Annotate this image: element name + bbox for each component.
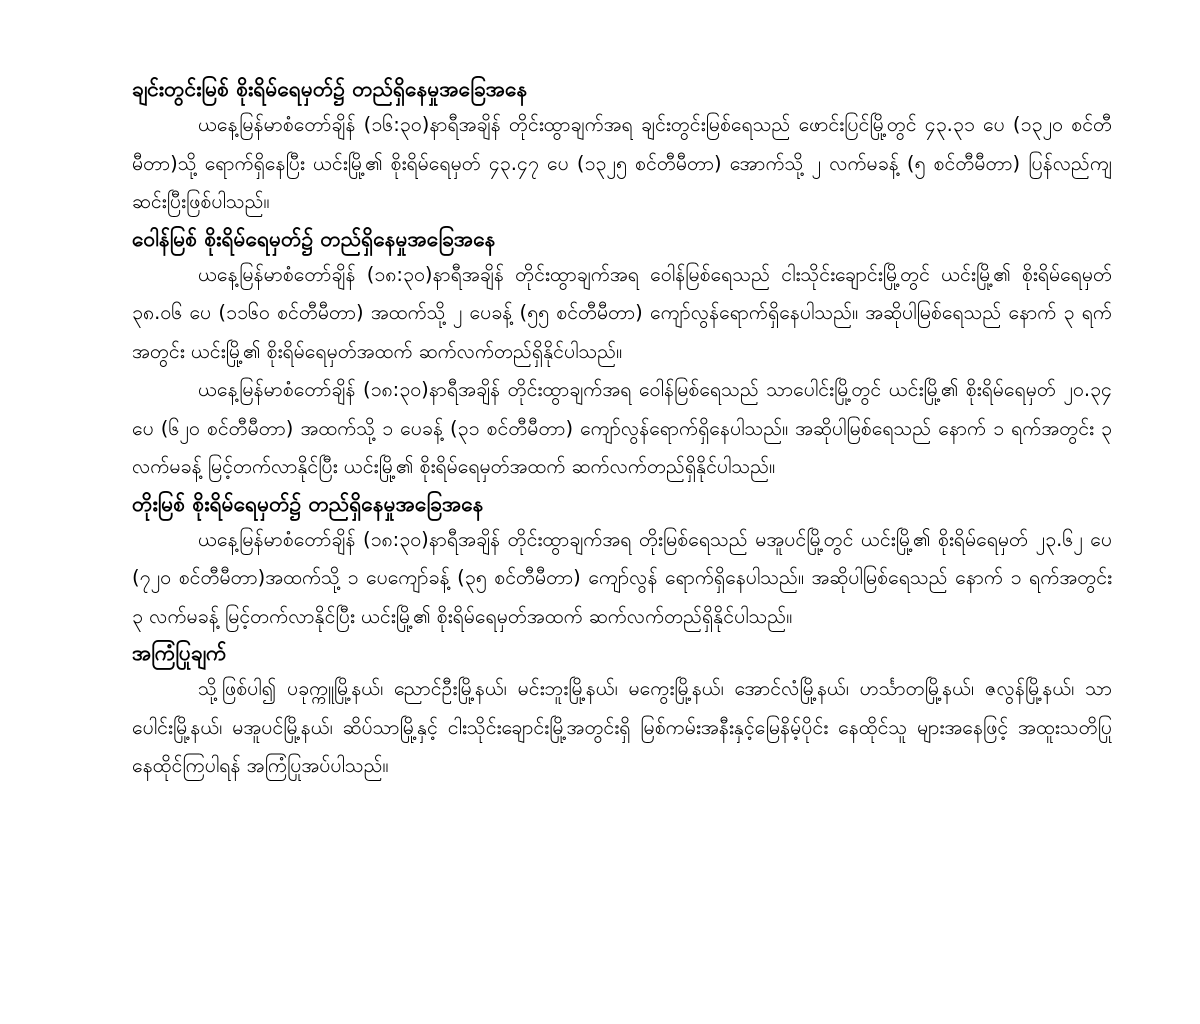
section-chindwin [132,72,1112,222]
section-paragraph: ယနေ့မြန်မာစံတော်ချိန် (၁၈:၃၀)နာရီအချိန် တိုင်းထွာချက်အရ တိုးမြစ်ရေသည် မအူပင်မြို့တွင် ယင်းမြို့၏ စိုးရိမ်ရေမှတ် ၂၃.၆၂ ပေ (၇၂၀ စင်တီမီတာ)အထက်သို့ ၁ ပေကျော်ခန့် (၃၅ စင်တီမီတာ) ကျော်လွန် ရောက်ရှိနေပါသည်။ အဆိုပါမြစ်ရေသည် နောက် ၁ ရက်အတွင်း ၃ လက်မခန့် မြင့်တက်လာနိုင်ပြီး ယင်းမြို့၏ စိုးရိမ်ရေမှတ်အထက် ဆက်လက်တည်ရှိနိုင်ပါသည်။ [132,527,1112,628]
section-advice [132,636,1112,786]
document-page [132,72,1112,786]
section-heading: ချင်းတွင်းမြစ် စိုးရိမ်ရေမှတ်၌ တည်ရှိနေမှုအခြေအနေ [132,77,528,101]
section-heading: အကြံပြုချက် [132,641,227,665]
section-heading: ဝေါန်မြစ် စိုးရိမ်ရေမှတ်၌ တည်ရှိနေမှုအခြေအနေ [132,226,496,251]
section-paragraph: ယနေ့မြန်မာစံတော်ချိန် (၁၈:၃၀)နာရီအချိန် တိုင်းထွာချက်အရ ဝေါန်မြစ်ရေသည် ငါးသိုင်းချောင်းမြို့တွင် ယင်းမြို့၏ စိုးရိမ်ရေမှတ် ၃၈.၀၆ ပေ (၁၁၆၀ စင်တီမီတာ) အထက်သို့ ၂ ပေခန့် (၅၅ စင်တီမီတာ) ကျော်လွန်ရောက်ရှိနေပါသည်။ အဆိုပါမြစ်ရေသည် နောက် ၃ ရက်အတွင်း ယင်းမြို့၏ စိုးရိမ်ရေမှတ်အထက် ဆက်လက်တည်ရှိနိုင်ပါသည်။ [132,262,1112,363]
section-heading: တိုးမြစ် စိုးရိမ်ရေမှတ်၌ တည်ရှိနေမှုအခြေအနေ [132,491,484,516]
section-paragraph: ယနေ့မြန်မာစံတော်ချိန် (၁၆:၃၀)နာရီအချိန် တိုင်းထွာချက်အရ ချင်းတွင်းမြစ်ရေသည် ဖောင်းပြင်မြို့တွင် ၄၃.၃၁ ပေ (၁၃၂၀ စင်တီမီတာ)သို့ ရောက်ရှိနေပြီး ယင်းမြို့၏ စိုးရိမ်ရေမှတ် ၄၃.၄၇ ပေ (၁၃၂၅ စင်တီမီတာ) အောက်သို့ ၂ လက်မခန့် (၅ စင်တီမီတာ) ပြန်လည်ကျဆင်းပြီးဖြစ်ပါသည်။ [132,113,1112,213]
section-toe [132,487,1112,637]
section-paragraph: ယနေ့မြန်မာစံတော်ချိန် (၁၈:၃၀)နာရီအချိန် တိုင်းထွာချက်အရ ဝေါန်မြစ်ရေသည် သာပေါင်းမြို့တွင် ယင်းမြို့၏ စိုးရိမ်ရေမှတ် ၂၀.၃၄ ပေ (၆၂၀ စင်တီမီတာ) အထက်သို့ ၁ ပေခန့် (၃၁ စင်တီမီတာ) ကျော်လွန်ရောက်ရှိနေပါသည်။ အဆိုပါမြစ်ရေသည် နောက် ၁ ရက်အတွင်း ၃ လက်မခန့် မြင့်တက်လာနိုင်ပြီး ယင်းမြို့၏ စိုးရိမ်ရေမှတ်အထက် ဆက်လက်တည်ရှိနိုင်ပါသည်။ [132,378,1112,478]
section-waw [132,222,1112,487]
section-paragraph: သို့ဖြစ်ပါ၍ ပခုက္ကူမြို့နယ်၊ ညောင်ဦးမြို့နယ်၊ မင်းဘူးမြို့နယ်၊ မကွေးမြို့နယ်၊ အောင်လံမြို့နယ်၊ ဟင်္သာတမြို့နယ်၊ ဇလွန်မြို့နယ်၊ သာပေါင်းမြို့နယ်၊ မအူပင်မြို့နယ်၊ ဆိပ်သာမြို့နှင့် ငါးသိုင်းချောင်းမြို့အတွင်းရှိ မြစ်ကမ်းအနီးနှင့်မြေနိမ့်ပိုင်း နေထိုင်သူ များအနေဖြင့် အထူးသတိပြု နေထိုင်ကြပါရန် အကြံပြုအပ်ပါသည်။ [132,677,1112,777]
